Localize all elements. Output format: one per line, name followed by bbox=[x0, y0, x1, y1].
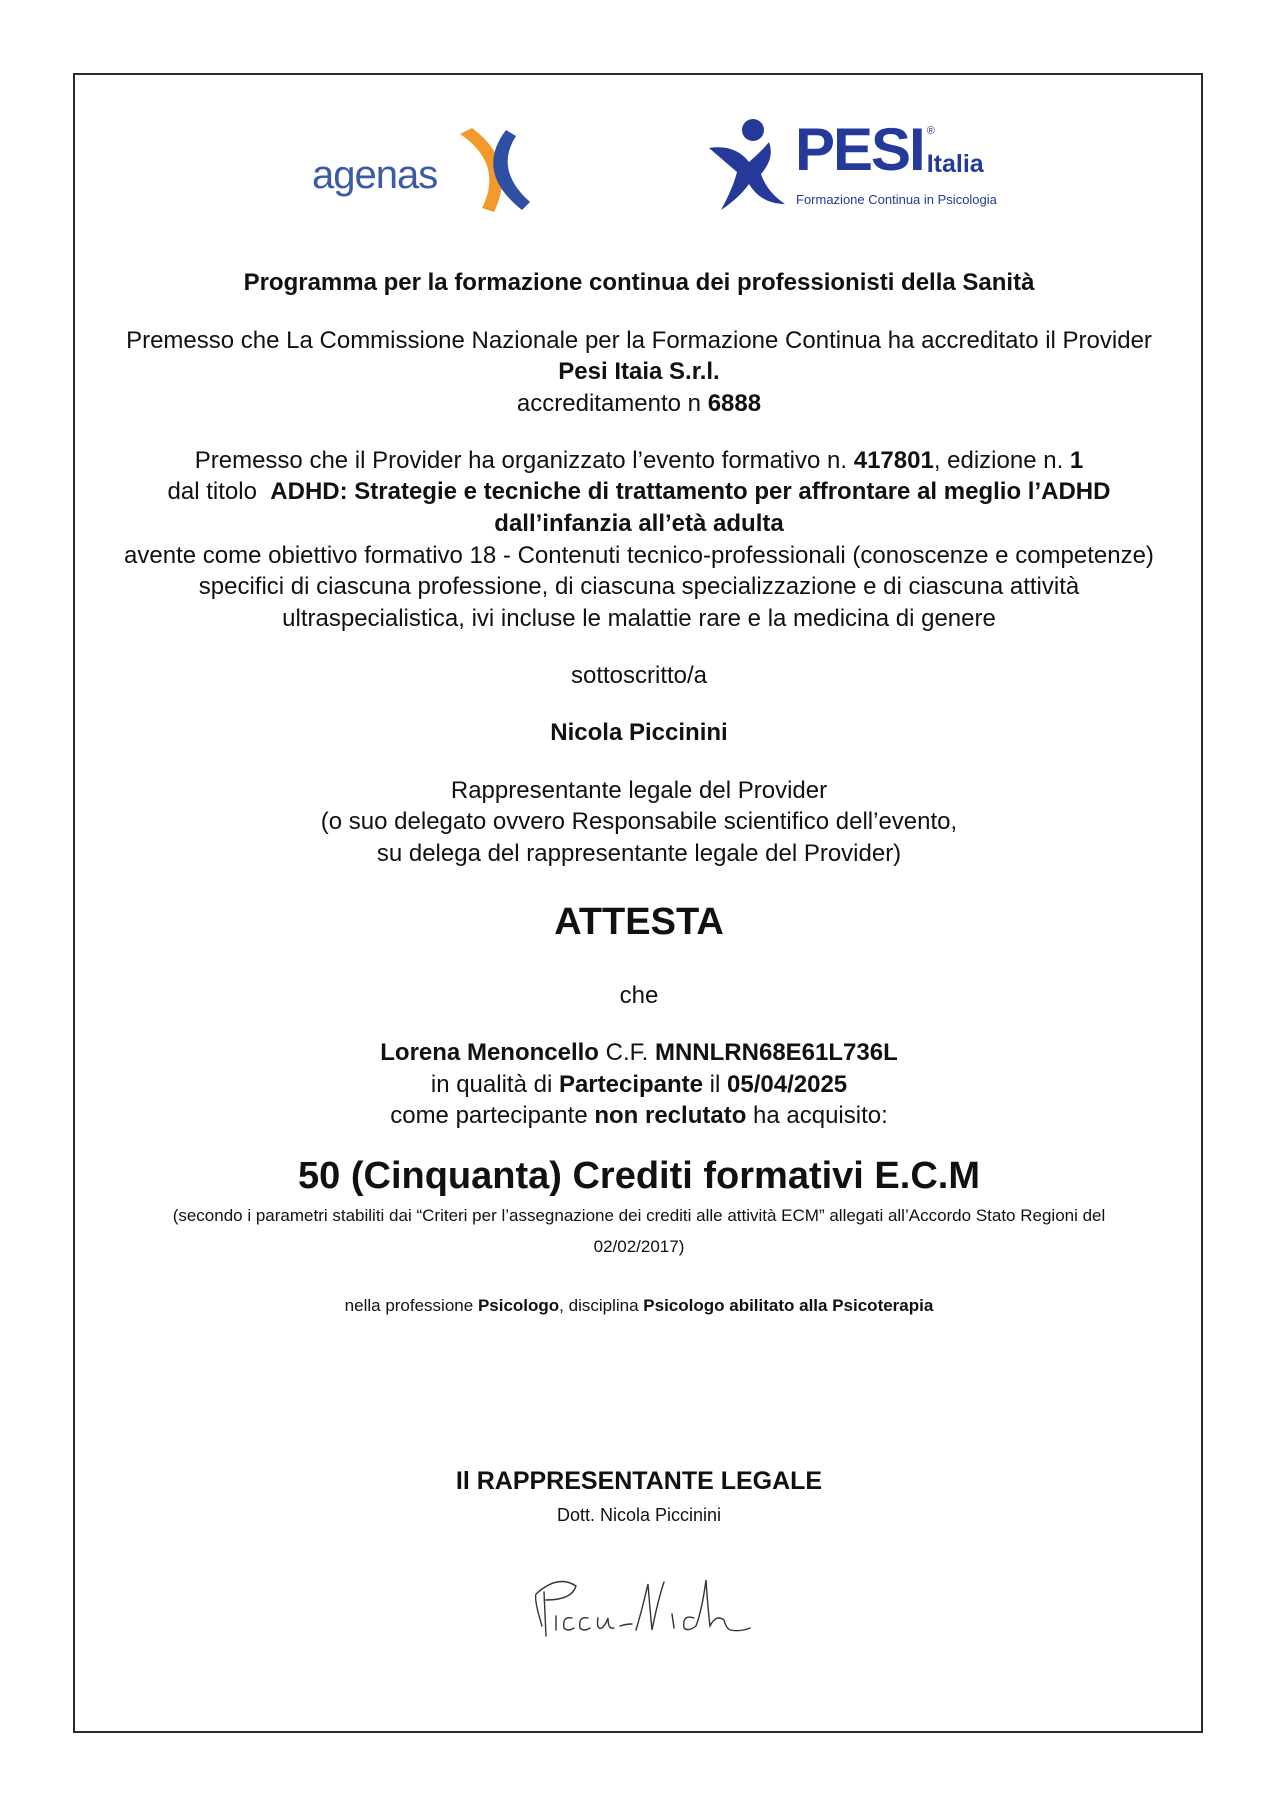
handwritten-signature bbox=[528, 1570, 768, 1650]
agenas-logo-text: agenas bbox=[312, 153, 438, 197]
accreditation-number-line bbox=[75, 390, 1203, 418]
signer-name bbox=[75, 719, 1203, 747]
edition-label: , edizione n. bbox=[933, 447, 1070, 474]
participant-role-line bbox=[75, 1071, 1203, 1099]
pesi-logo-word: PESI bbox=[795, 116, 924, 183]
event-intro: Premesso che il Provider ha organizzato l’evento formativo n. bbox=[194, 447, 854, 474]
provider-name-text: Pesi Itaia S.r.l. bbox=[558, 358, 720, 385]
role-pre: in qualità di bbox=[430, 1071, 559, 1098]
discipline-label: , disciplina bbox=[559, 1296, 644, 1315]
participant-status-line bbox=[75, 1102, 1203, 1130]
event-intro-line bbox=[75, 447, 1203, 475]
pesi-figure-icon bbox=[705, 118, 795, 214]
signer-label: sottoscritto/a bbox=[570, 662, 708, 689]
provider-name bbox=[75, 358, 1203, 386]
pesi-logo-head bbox=[795, 118, 984, 182]
pesi-logo-italia: Italia bbox=[926, 150, 984, 178]
registered-mark: ® bbox=[926, 125, 935, 137]
profession-line bbox=[75, 1295, 1203, 1317]
objective-line-2: specifici di ciascuna professione, di ciascuna specializzazione e di ciascuna attività bbox=[198, 573, 1080, 600]
accreditation-intro: Premesso che La Commissione Nazionale per la Formazione Continua ha accreditato il Provider bbox=[126, 327, 1152, 354]
participant-role: Partecipante bbox=[558, 1071, 704, 1098]
objective-line-1: avente come obiettivo formativo 18 - Contenuti tecnico-professionali (conoscenze e competenze) bbox=[124, 542, 1154, 569]
participant-name: Lorena Menoncello bbox=[380, 1039, 599, 1066]
che-text: che bbox=[619, 982, 659, 1009]
agenas-logo bbox=[312, 118, 532, 218]
signer-role-line-3: su delega del rappresentante legale del Provider) bbox=[376, 840, 902, 867]
signer-role-line-2: (o suo delegato ovvero Responsabile scientifico dell’evento, bbox=[320, 808, 958, 835]
participant-line bbox=[75, 1039, 1203, 1067]
pesi-logo-tagline: Formazione Continua in Psicologia bbox=[796, 192, 997, 207]
participation-date: 05/04/2025 bbox=[727, 1071, 848, 1098]
event-title-part-2: dall’infanzia all’età adulta bbox=[494, 510, 784, 537]
agenas-x-mark-icon bbox=[452, 126, 532, 216]
event-title-line-2 bbox=[75, 510, 1203, 538]
status-pre: come partecipante bbox=[390, 1102, 595, 1129]
cf-label: C.F. bbox=[598, 1039, 655, 1066]
profession-pre: nella professione bbox=[344, 1296, 478, 1315]
footer-signer-name: Dott. Nicola Piccinini bbox=[556, 1505, 722, 1525]
event-title-part-1: ADHD: Strategie e tecniche di trattamento per affrontare al meglio l’ADHD bbox=[270, 478, 1111, 505]
discipline-value: Psicologo abilitato alla Psicoterapia bbox=[643, 1296, 934, 1315]
date-pre: il bbox=[703, 1071, 728, 1098]
participant-cf: MNNLRN68E61L736L bbox=[654, 1039, 898, 1066]
accreditation-label: accreditamento n bbox=[516, 390, 708, 417]
status-post: ha acquisito: bbox=[746, 1102, 888, 1129]
event-number: 417801 bbox=[853, 447, 934, 474]
objective-line-3: ultraspecialistica, ivi incluse le malattie rare e la medicina di genere bbox=[282, 605, 996, 632]
accreditation-number: 6888 bbox=[707, 390, 762, 417]
signer-role-line-1: Rappresentante legale del Provider bbox=[450, 777, 828, 804]
pesi-logo bbox=[705, 118, 1045, 218]
edition-number: 1 bbox=[1069, 447, 1084, 474]
signer-name-text: Nicola Piccinini bbox=[550, 719, 728, 746]
title-label: dal titolo bbox=[167, 478, 271, 505]
profession-value: Psicologo bbox=[477, 1296, 560, 1315]
pesi-logo-side bbox=[927, 118, 984, 178]
credits-title: 50 (Cinquanta) Crediti formativi E.C.M bbox=[298, 1155, 980, 1197]
credits-note-line-2: 02/02/2017) bbox=[593, 1237, 685, 1256]
credits-note-line-1: (secondo i parametri stabiliti dai “Criteri per l’assegnazione dei crediti alle attività ECM” allegati all’Accordo Stato Regioni del bbox=[172, 1206, 1106, 1225]
attesta-heading: ATTESTA bbox=[554, 901, 724, 943]
certificate-heading: Programma per la formazione continua dei professionisti della Sanità bbox=[243, 269, 1035, 296]
participant-status: non reclutato bbox=[594, 1102, 747, 1129]
event-title-line-1 bbox=[75, 478, 1203, 506]
footer-title: Il RAPPRESENTANTE LEGALE bbox=[455, 1467, 823, 1495]
